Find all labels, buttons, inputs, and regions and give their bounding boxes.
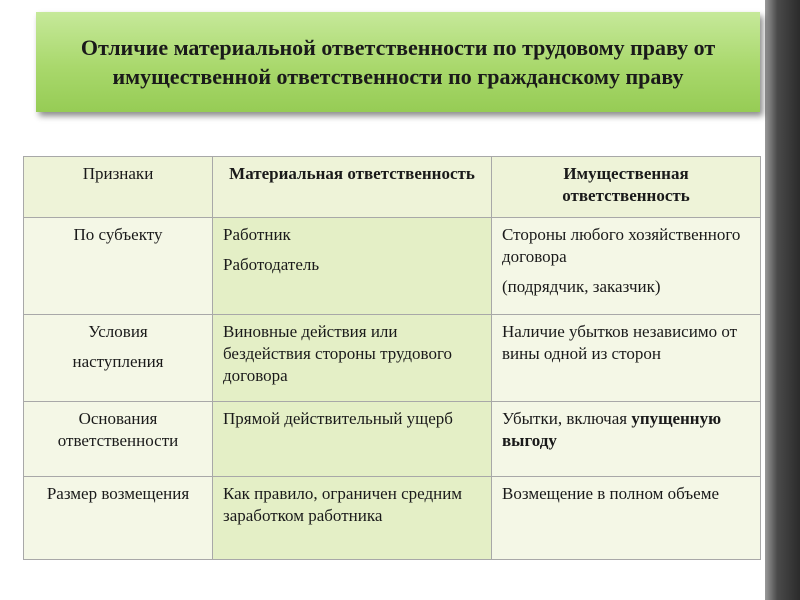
- feature-line: наступления: [72, 352, 164, 371]
- property-text: Убытки, включая: [502, 409, 628, 428]
- property-cell: Наличие убытков независимо от вины одной из сторон: [492, 315, 761, 402]
- feature-cell: По субъекту: [24, 218, 213, 315]
- feature-cell: [24, 315, 213, 402]
- material-cell: Прямой действительный ущерб: [213, 402, 492, 477]
- property-cell: [492, 218, 761, 315]
- table-row: [24, 402, 761, 477]
- property-line: (подрядчик, заказчик): [502, 277, 661, 296]
- material-line: Работник: [223, 225, 291, 244]
- feature-cell: Основания ответственности: [24, 402, 213, 477]
- header-material: Материальная ответственность: [213, 157, 492, 218]
- table-row: [24, 477, 761, 560]
- table-row: [24, 315, 761, 402]
- slide-title: Отличие материальной ответственности по трудовому праву от имущественной ответственности по гражданскому праву: [80, 35, 716, 89]
- slide-title-banner: [36, 12, 760, 112]
- material-cell: Виновные действия или бездействия стороны трудового договора: [213, 315, 492, 402]
- right-edge-bar: [765, 0, 800, 600]
- property-cell: Возмещение в полном объеме: [492, 477, 761, 560]
- header-features: Признаки: [24, 157, 213, 218]
- material-line: Работодатель: [223, 255, 320, 274]
- feature-line: Условия: [88, 322, 148, 341]
- material-cell: [213, 218, 492, 315]
- property-cell: [492, 402, 761, 477]
- material-cell: Как правило, ограничен средним заработком работника: [213, 477, 492, 560]
- feature-cell: Размер возмещения: [24, 477, 213, 560]
- header-property: Имущественная ответственность: [492, 157, 761, 218]
- property-line: Стороны любого хозяйственного договора: [502, 225, 741, 266]
- table-header-row: [24, 157, 761, 218]
- comparison-table: [23, 156, 761, 560]
- table-row: [24, 218, 761, 315]
- property-emphasis: упущенную выгоду: [502, 409, 722, 450]
